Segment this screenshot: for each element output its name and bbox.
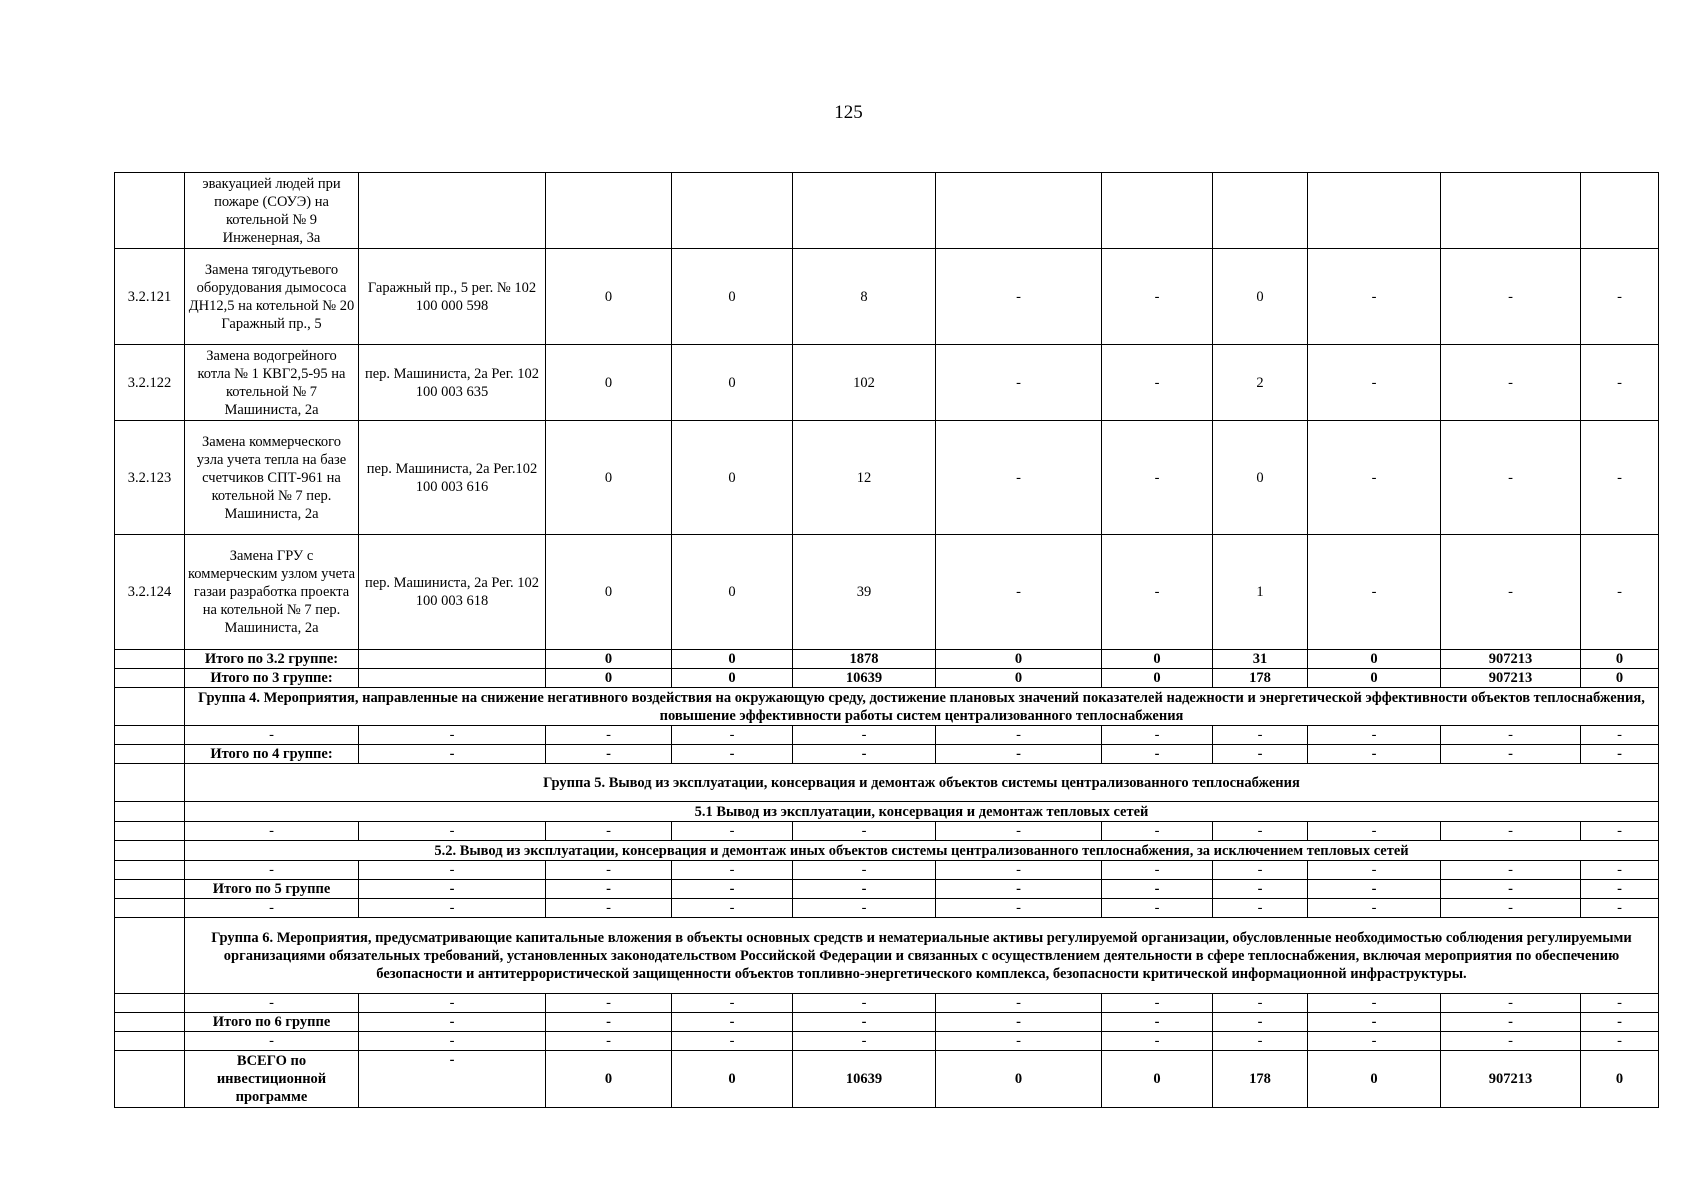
cost-5: - bbox=[1102, 822, 1213, 841]
row-number bbox=[115, 764, 185, 802]
cost-2: - bbox=[672, 1032, 793, 1051]
cost-5: 0 bbox=[1102, 669, 1213, 688]
cost-4: 0 bbox=[936, 1051, 1102, 1108]
dash-name: - bbox=[185, 899, 359, 918]
cost-7: - bbox=[1308, 249, 1441, 345]
cost-1: - bbox=[546, 1032, 672, 1051]
cost-3: 102 bbox=[793, 345, 936, 421]
row-number bbox=[115, 650, 185, 669]
item-number: 3.2.122 bbox=[115, 345, 185, 421]
cost-6: 2 bbox=[1213, 345, 1308, 421]
cost-9: - bbox=[1581, 1032, 1659, 1051]
item-address: Гаражный пр., 5 рег. № 102 100 000 598 bbox=[359, 249, 546, 345]
cost-1: 0 bbox=[546, 650, 672, 669]
cost-2: - bbox=[672, 745, 793, 764]
cost-8: 907213 bbox=[1441, 669, 1581, 688]
cost-7: - bbox=[1308, 880, 1441, 899]
item-name: Замена водогрейного котла № 1 КВГ2,5-95 на котельной № 7 Машиниста, 2а bbox=[185, 345, 359, 421]
total-label: Итого по 3.2 группе: bbox=[185, 650, 359, 669]
cost-4: - bbox=[936, 861, 1102, 880]
item-address: пер. Машиниста, 2а Рег.102 100 003 616 bbox=[359, 421, 546, 535]
table-row bbox=[115, 535, 1659, 650]
cost-9: - bbox=[1581, 994, 1659, 1013]
cost-2: - bbox=[672, 726, 793, 745]
cost-1: 0 bbox=[546, 345, 672, 421]
group-row-g4 bbox=[115, 688, 1659, 726]
cost-9: - bbox=[1581, 745, 1659, 764]
cost-2: - bbox=[672, 861, 793, 880]
cost-1: 0 bbox=[546, 535, 672, 650]
row-number bbox=[115, 1051, 185, 1108]
cost-4: - bbox=[936, 535, 1102, 650]
cost-7: - bbox=[1308, 726, 1441, 745]
item-name: Замена коммерческого узла учета тепла на базе счетчиков СПТ-961 на котельной № 7 пер. Машиниста, 2а bbox=[185, 421, 359, 535]
row-number bbox=[115, 841, 185, 861]
cost-8: - bbox=[1441, 880, 1581, 899]
cost-5: - bbox=[1102, 994, 1213, 1013]
cost-3: 1878 bbox=[793, 650, 936, 669]
cost-3: - bbox=[793, 994, 936, 1013]
cost-3: - bbox=[793, 899, 936, 918]
total-label: Итого по 3 группе: bbox=[185, 669, 359, 688]
row-number bbox=[115, 688, 185, 726]
cost-8: 907213 bbox=[1441, 650, 1581, 669]
cost-2: - bbox=[672, 822, 793, 841]
total-address: - bbox=[359, 1051, 546, 1108]
cost-7: - bbox=[1308, 994, 1441, 1013]
cost-6: 31 bbox=[1213, 650, 1308, 669]
group-row-g5 bbox=[115, 764, 1659, 802]
cost-1 bbox=[546, 173, 672, 249]
cost-4: - bbox=[936, 421, 1102, 535]
cost-2: 0 bbox=[672, 1051, 793, 1108]
item-address: пер. Машиниста, 2а Рег. 102 100 003 635 bbox=[359, 345, 546, 421]
cost-2: - bbox=[672, 1013, 793, 1032]
cost-8: - bbox=[1441, 994, 1581, 1013]
cost-4 bbox=[936, 173, 1102, 249]
dash-row bbox=[115, 726, 1659, 745]
cost-8: - bbox=[1441, 421, 1581, 535]
cost-8: - bbox=[1441, 1032, 1581, 1051]
cost-2: 0 bbox=[672, 421, 793, 535]
cost-1: - bbox=[546, 861, 672, 880]
cost-3: 39 bbox=[793, 535, 936, 650]
cost-4: - bbox=[936, 726, 1102, 745]
cost-2: 0 bbox=[672, 345, 793, 421]
cost-3: - bbox=[793, 1032, 936, 1051]
cost-5: 0 bbox=[1102, 650, 1213, 669]
cost-5: - bbox=[1102, 249, 1213, 345]
dash-address: - bbox=[359, 861, 546, 880]
cost-3: - bbox=[793, 745, 936, 764]
group-row-g51 bbox=[115, 802, 1659, 822]
item-number: 3.2.123 bbox=[115, 421, 185, 535]
cost-2: 0 bbox=[672, 249, 793, 345]
cost-4: - bbox=[936, 822, 1102, 841]
group-heading-g6: Группа 6. Мероприятия, предусматривающие капитальные вложения в объекты основных средств и нематериальные активы регулируемой организации, обусловленные необходимостью соблюдения регулируемыми организациями обязательных требований, установленных законодательством Российской Федерации и связанных с осуществлением деятельности в сфере теплоснабжения, включая мероприятия по обеспечению безопасности и антитеррористической защищенности объектов топливно-энергетического комплекса, безопасности критической информационной инфраструктуры. bbox=[185, 918, 1659, 994]
cost-6: 178 bbox=[1213, 669, 1308, 688]
dash-name: - bbox=[185, 1032, 359, 1051]
table-body bbox=[115, 173, 1659, 1108]
cost-7: - bbox=[1308, 899, 1441, 918]
row-number bbox=[115, 1032, 185, 1051]
cost-3: - bbox=[793, 880, 936, 899]
cost-6: 178 bbox=[1213, 1051, 1308, 1108]
dash-row bbox=[115, 994, 1659, 1013]
cost-3: - bbox=[793, 726, 936, 745]
total-address: - bbox=[359, 880, 546, 899]
cost-9 bbox=[1581, 173, 1659, 249]
cost-3: 12 bbox=[793, 421, 936, 535]
total-address bbox=[359, 650, 546, 669]
cost-1: - bbox=[546, 726, 672, 745]
item-number: 3.2.124 bbox=[115, 535, 185, 650]
dash-name: - bbox=[185, 994, 359, 1013]
cost-5: - bbox=[1102, 421, 1213, 535]
cost-7: 0 bbox=[1308, 650, 1441, 669]
row-number bbox=[115, 745, 185, 764]
cost-1: 0 bbox=[546, 421, 672, 535]
cost-1: - bbox=[546, 1013, 672, 1032]
cost-2: 0 bbox=[672, 535, 793, 650]
total-address: - bbox=[359, 745, 546, 764]
cost-5: - bbox=[1102, 345, 1213, 421]
total-row-all bbox=[115, 1051, 1659, 1108]
cost-6: - bbox=[1213, 726, 1308, 745]
total-label: Итого по 4 группе: bbox=[185, 745, 359, 764]
cost-9: - bbox=[1581, 421, 1659, 535]
item-name: эвакуацией людей при пожаре (СОУЭ) на котельной № 9 Инженерная, 3а bbox=[185, 173, 359, 249]
cost-2: - bbox=[672, 880, 793, 899]
cost-6: 1 bbox=[1213, 535, 1308, 650]
cost-2 bbox=[672, 173, 793, 249]
total-row-g32 bbox=[115, 650, 1659, 669]
cost-7: - bbox=[1308, 861, 1441, 880]
group-row-g52 bbox=[115, 841, 1659, 861]
dash-address: - bbox=[359, 994, 546, 1013]
cost-9: 0 bbox=[1581, 669, 1659, 688]
cost-6: - bbox=[1213, 745, 1308, 764]
cost-5: - bbox=[1102, 1032, 1213, 1051]
cost-7: - bbox=[1308, 822, 1441, 841]
total-row-g3 bbox=[115, 669, 1659, 688]
cost-1: 0 bbox=[546, 249, 672, 345]
cost-1: - bbox=[546, 745, 672, 764]
row-number bbox=[115, 726, 185, 745]
row-number bbox=[115, 918, 185, 994]
cost-1: 0 bbox=[546, 669, 672, 688]
item-name: Замена ГРУ с коммерческим узлом учета газаи разработка проекта на котельной № 7 пер. Машиниста, 2а bbox=[185, 535, 359, 650]
item-address: пер. Машиниста, 2а Рег. 102 100 003 618 bbox=[359, 535, 546, 650]
cost-3: 10639 bbox=[793, 1051, 936, 1108]
cost-8: - bbox=[1441, 535, 1581, 650]
cost-8: - bbox=[1441, 822, 1581, 841]
cost-8: - bbox=[1441, 899, 1581, 918]
table-row bbox=[115, 249, 1659, 345]
cost-8: - bbox=[1441, 726, 1581, 745]
dash-name: - bbox=[185, 726, 359, 745]
dash-address: - bbox=[359, 1032, 546, 1051]
item-name: Замена тягодутьевого оборудования дымососа ДН12,5 на котельной № 20 Гаражный пр., 5 bbox=[185, 249, 359, 345]
cost-1: - bbox=[546, 899, 672, 918]
cost-8: - bbox=[1441, 249, 1581, 345]
dash-address: - bbox=[359, 822, 546, 841]
cost-4: - bbox=[936, 745, 1102, 764]
cost-9: - bbox=[1581, 345, 1659, 421]
cost-1: - bbox=[546, 994, 672, 1013]
cost-3: - bbox=[793, 861, 936, 880]
cost-9: 0 bbox=[1581, 1051, 1659, 1108]
cost-5: - bbox=[1102, 861, 1213, 880]
cost-5: - bbox=[1102, 880, 1213, 899]
cost-9: - bbox=[1581, 822, 1659, 841]
cost-3: 8 bbox=[793, 249, 936, 345]
group-heading-g52: 5.2. Вывод из эксплуатации, консервация и демонтаж иных объектов системы централизованного теплоснабжения, за исключением тепловых сетей bbox=[185, 841, 1659, 861]
cost-8: - bbox=[1441, 1013, 1581, 1032]
total-row-g4 bbox=[115, 745, 1659, 764]
dash-row bbox=[115, 899, 1659, 918]
item-address bbox=[359, 173, 546, 249]
cost-8: - bbox=[1441, 861, 1581, 880]
cost-4: - bbox=[936, 899, 1102, 918]
cost-9: - bbox=[1581, 861, 1659, 880]
cost-4: - bbox=[936, 249, 1102, 345]
total-address bbox=[359, 669, 546, 688]
cost-4: - bbox=[936, 1032, 1102, 1051]
dash-row bbox=[115, 1032, 1659, 1051]
cost-1: - bbox=[546, 880, 672, 899]
row-number bbox=[115, 1013, 185, 1032]
cost-9: - bbox=[1581, 880, 1659, 899]
cost-6: - bbox=[1213, 861, 1308, 880]
row-number bbox=[115, 802, 185, 822]
cost-8 bbox=[1441, 173, 1581, 249]
row-number bbox=[115, 669, 185, 688]
row-number bbox=[115, 822, 185, 841]
cost-7: 0 bbox=[1308, 1051, 1441, 1108]
table-row bbox=[115, 421, 1659, 535]
cost-2: 0 bbox=[672, 669, 793, 688]
cost-3: - bbox=[793, 822, 936, 841]
dash-row bbox=[115, 822, 1659, 841]
cost-4: - bbox=[936, 1013, 1102, 1032]
investment-program-table bbox=[114, 172, 1659, 1108]
total-label: ВСЕГО по инвестиционной программе bbox=[185, 1051, 359, 1108]
cost-9: - bbox=[1581, 726, 1659, 745]
cost-6: - bbox=[1213, 880, 1308, 899]
cost-2: - bbox=[672, 899, 793, 918]
cost-6: 0 bbox=[1213, 249, 1308, 345]
table-row bbox=[115, 173, 1659, 249]
group-heading-g5: Группа 5. Вывод из эксплуатации, консервация и демонтаж объектов системы централизованного теплоснабжения bbox=[185, 764, 1659, 802]
cost-9: - bbox=[1581, 899, 1659, 918]
row-number bbox=[115, 899, 185, 918]
cost-7: - bbox=[1308, 535, 1441, 650]
dash-name: - bbox=[185, 822, 359, 841]
cost-7 bbox=[1308, 173, 1441, 249]
cost-6: - bbox=[1213, 1032, 1308, 1051]
cost-5 bbox=[1102, 173, 1213, 249]
total-row-g5 bbox=[115, 880, 1659, 899]
cost-2: - bbox=[672, 994, 793, 1013]
cost-9: 0 bbox=[1581, 650, 1659, 669]
cost-6: - bbox=[1213, 822, 1308, 841]
group-heading-g4: Группа 4. Мероприятия, направленные на снижение негативного воздействия на окружающую среду, достижение плановых значений показателей надежности и энергетической эффективности объектов теплоснабжения, повышение эффективности работы систем централизованного теплоснабжения bbox=[185, 688, 1659, 726]
cost-3: 10639 bbox=[793, 669, 936, 688]
cost-3: - bbox=[793, 1013, 936, 1032]
cost-5: - bbox=[1102, 1013, 1213, 1032]
dash-row bbox=[115, 861, 1659, 880]
cost-2: 0 bbox=[672, 650, 793, 669]
cost-4: - bbox=[936, 880, 1102, 899]
total-label: Итого по 6 группе bbox=[185, 1013, 359, 1032]
cost-7: - bbox=[1308, 745, 1441, 764]
cost-5: - bbox=[1102, 899, 1213, 918]
cost-6: - bbox=[1213, 994, 1308, 1013]
cost-9: - bbox=[1581, 535, 1659, 650]
cost-7: 0 bbox=[1308, 669, 1441, 688]
cost-6: 0 bbox=[1213, 421, 1308, 535]
cost-9: - bbox=[1581, 249, 1659, 345]
cost-8: - bbox=[1441, 745, 1581, 764]
cost-7: - bbox=[1308, 1032, 1441, 1051]
cost-8: 907213 bbox=[1441, 1051, 1581, 1108]
page-number: 125 bbox=[834, 102, 863, 123]
cost-7: - bbox=[1308, 1013, 1441, 1032]
item-number bbox=[115, 173, 185, 249]
row-number bbox=[115, 861, 185, 880]
total-address: - bbox=[359, 1013, 546, 1032]
dash-address: - bbox=[359, 726, 546, 745]
total-label: Итого по 5 группе bbox=[185, 880, 359, 899]
total-row-g6 bbox=[115, 1013, 1659, 1032]
cost-8: - bbox=[1441, 345, 1581, 421]
cost-1: 0 bbox=[546, 1051, 672, 1108]
cost-1: - bbox=[546, 822, 672, 841]
row-number bbox=[115, 880, 185, 899]
group-heading-g51: 5.1 Вывод из эксплуатации, консервация и демонтаж тепловых сетей bbox=[185, 802, 1659, 822]
cost-4: - bbox=[936, 345, 1102, 421]
cost-4: 0 bbox=[936, 650, 1102, 669]
cost-6: - bbox=[1213, 1013, 1308, 1032]
cost-4: - bbox=[936, 994, 1102, 1013]
cost-5: - bbox=[1102, 726, 1213, 745]
cost-5: - bbox=[1102, 745, 1213, 764]
cost-7: - bbox=[1308, 345, 1441, 421]
cost-9: - bbox=[1581, 1013, 1659, 1032]
dash-address: - bbox=[359, 899, 546, 918]
dash-name: - bbox=[185, 861, 359, 880]
cost-7: - bbox=[1308, 421, 1441, 535]
row-number bbox=[115, 994, 185, 1013]
group-row-g6 bbox=[115, 918, 1659, 994]
cost-3 bbox=[793, 173, 936, 249]
table-row bbox=[115, 345, 1659, 421]
cost-5: - bbox=[1102, 535, 1213, 650]
cost-4: 0 bbox=[936, 669, 1102, 688]
cost-6 bbox=[1213, 173, 1308, 249]
item-number: 3.2.121 bbox=[115, 249, 185, 345]
cost-6: - bbox=[1213, 899, 1308, 918]
cost-5: 0 bbox=[1102, 1051, 1213, 1108]
